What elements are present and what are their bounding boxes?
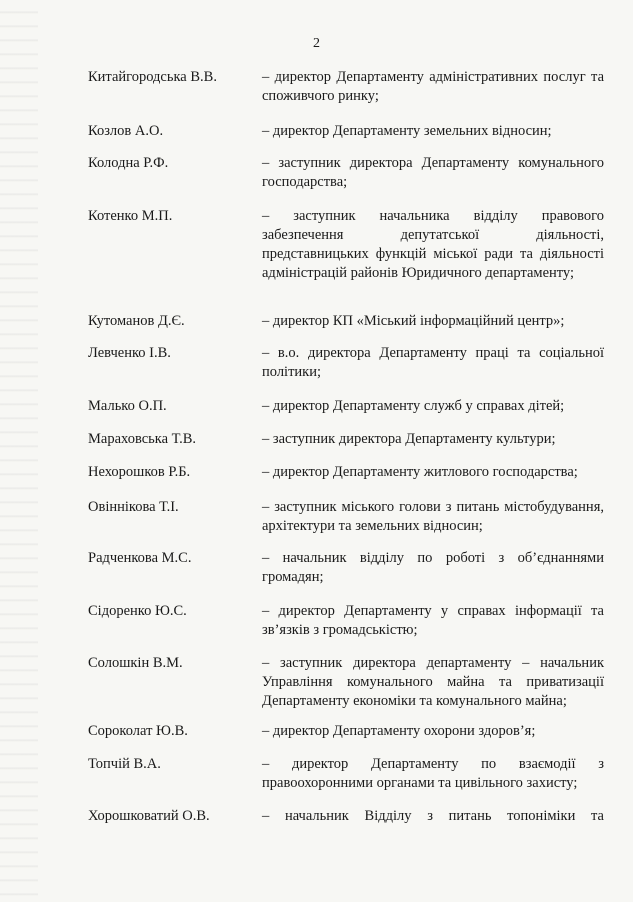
person-name: Нехорошков Р.Б. [88, 464, 191, 480]
person-name: Колодна Р.Ф. [88, 155, 169, 171]
person-position: – директор Департаменту житлового господарства; [262, 464, 578, 480]
person-position: – заступник начальника відділу правового забезпечення депутатської діяльності, представницьких функцій міської ради та діяльності адміністрацій районів Юридичного департаменту; [262, 208, 604, 281]
person-name: Сороколат Ю.В. [88, 723, 188, 739]
person-position: – директор КП «Міський інформаційний центр»; [262, 313, 565, 329]
person-name: Радченкова М.С. [88, 550, 192, 566]
person-position: – в.о. директора Департаменту праці та соціальної політики; [262, 345, 604, 380]
person-name: Малько О.П. [88, 398, 167, 414]
person-position: – директор Департаменту по взаємодії з правоохоронними органами та цивільного захисту; [262, 756, 604, 791]
person-name: Китайгородська В.В. [88, 69, 217, 85]
person-name: Козлов А.О. [88, 123, 164, 139]
person-position: – заступник директора Департаменту комунального господарства; [262, 155, 604, 190]
person-name: Котенко М.П. [88, 208, 173, 224]
person-position: – заступник директора департаменту – начальник Управління комунального майна та приватизації Департаменту економіки та комунального майна; [262, 655, 604, 709]
person-name: Мараховська Т.В. [88, 431, 196, 447]
scan-edge-artifact [0, 0, 38, 902]
person-position: – заступник міського голови з питань містобудування, архітектури та земельних відносин; [262, 499, 604, 534]
person-name: Левченко І.В. [88, 345, 171, 361]
person-position: – начальник відділу по роботі з об’єднаннями громадян; [262, 550, 604, 585]
person-name: Хорошковатий О.В. [88, 808, 210, 824]
person-position: – начальник Відділу з питань топоніміки та [262, 808, 604, 824]
person-name: Кутоманов Д.Є. [88, 313, 185, 329]
person-position: – директор Департаменту земельних відносин; [262, 123, 552, 139]
person-position: – директор Департаменту служб у справах дітей; [262, 398, 565, 414]
person-name: Солошкін В.М. [88, 655, 183, 671]
person-position: – заступник директора Департаменту культури; [262, 431, 556, 447]
person-name: Сідоренко Ю.С. [88, 603, 187, 619]
person-position: – директор Департаменту у справах інформації та зв’язків з громадськістю; [262, 603, 604, 638]
person-position: – директор Департаменту адміністративних послуг та споживчого ринку; [262, 69, 604, 104]
person-name: Овіннікова Т.І. [88, 499, 179, 515]
person-name: Топчій В.А. [88, 756, 161, 772]
person-position: – директор Департаменту охорони здоров’я; [262, 723, 536, 739]
page-number: 2 [313, 36, 320, 51]
